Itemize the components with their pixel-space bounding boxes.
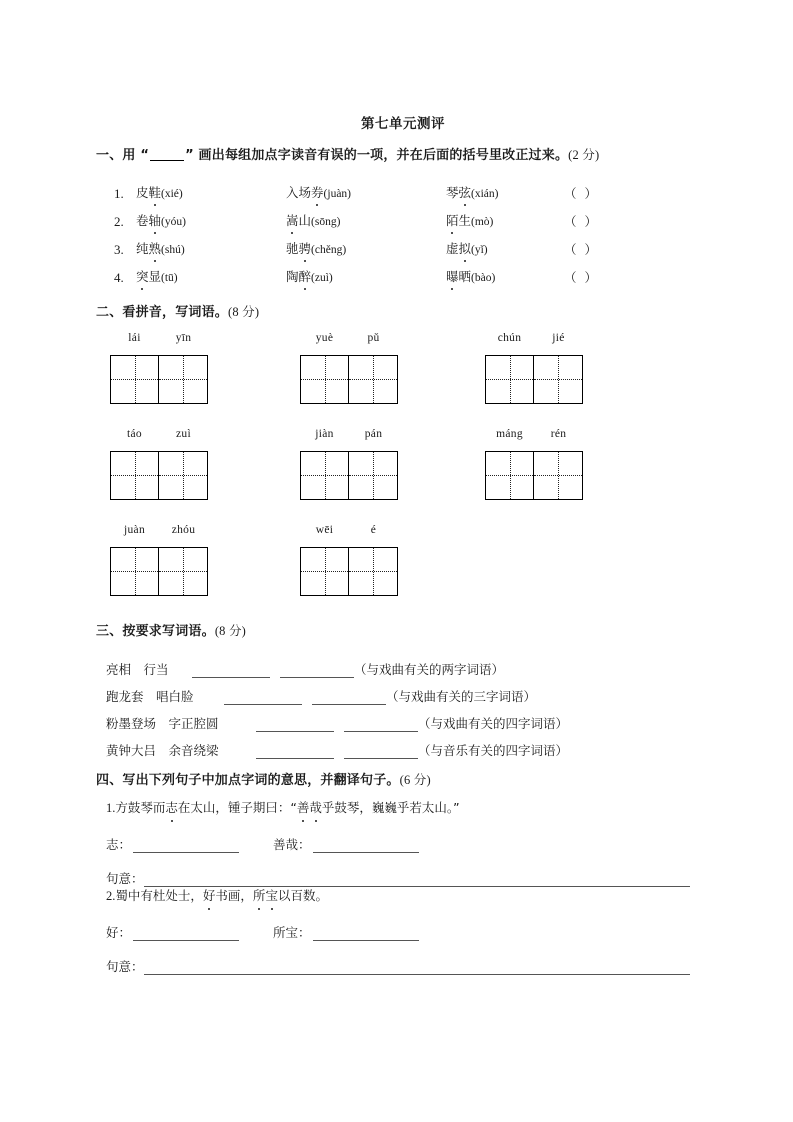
option-pinyin: (bào) [471,272,496,285]
definition-blanks-row [96,915,710,941]
section-4-heading [96,771,710,791]
character-cell[interactable] [300,355,349,404]
item-number: 1. [106,801,116,816]
emphasis-dot-char: 骋 [298,241,312,257]
definition-label: 所宝： [273,924,311,940]
char: 陶 [286,269,299,285]
pinyin-option[interactable] [286,240,446,259]
translation-row [96,859,710,887]
example-words: 黄钟大吕 余音绕梁 [106,742,219,758]
pinyin-syllable: pǔ [367,331,380,344]
translation-row [96,947,710,975]
section-2-points: (8 分) [228,304,260,319]
category-note: （与戏曲有关的四字词语） [418,715,569,731]
option-word [286,213,311,228]
character-cell[interactable] [534,451,583,500]
grid-pinyin-label [300,428,398,446]
character-grid[interactable] [110,547,208,596]
grid-row [96,428,710,524]
character-grid[interactable] [485,451,583,500]
answer-blanks [256,718,418,732]
pinyin-syllable: jiàn [315,427,334,440]
char: 琴 [446,185,459,201]
emphasis-dot-char: 鞋 [148,185,162,201]
grid-pinyin-label [300,332,398,350]
pinyin-option[interactable] [286,268,446,287]
answer-blank[interactable] [344,718,418,732]
definition-label: 志： [106,837,132,853]
character-cell[interactable] [300,547,349,596]
category-note: （与戏曲有关的三字词语） [386,688,537,704]
answer-blank[interactable] [344,745,418,759]
option-pinyin: (yóu) [161,216,186,229]
answer-parentheses[interactable]: （ ） [564,241,599,257]
pinyin-option[interactable] [286,212,446,231]
character-cell[interactable] [110,355,159,404]
heading-underline-blank [150,160,184,161]
emphasis-dot-char: 好 [203,887,216,906]
pinyin-option[interactable] [446,240,564,259]
section-1-heading-prefix: 一、用 “ [96,148,150,163]
item-number: 1. [114,186,124,202]
emphasis-dot-char: 陌 [446,213,459,229]
grid-pinyin-label [485,332,583,350]
char: 驰 [286,241,299,257]
character-grid[interactable] [110,451,208,500]
category-note: （与戏曲有关的两字词语） [354,661,505,677]
option-word [286,185,324,200]
char: 纯 [136,241,149,257]
char: 卷 [136,213,149,229]
option-word [286,269,311,284]
character-cell[interactable] [159,451,208,500]
translation-label: 句意： [106,871,144,887]
emphasis-dot-char: 嵩 [286,213,299,229]
section-2-grid-area [96,332,710,620]
pinyin-syllable: zhóu [171,523,196,536]
section-2-heading-text: 二、看拼音，写词语。 [96,304,229,320]
pinyin-syllable: máng [496,427,523,440]
option-word [446,241,471,256]
option-word [136,185,161,200]
character-cell[interactable] [300,451,349,500]
pinyin-option[interactable] [136,268,286,287]
emphasis-dot-char: 拟 [458,241,472,257]
pinyin-syllable: zuì [176,427,191,440]
translation-blank[interactable] [144,961,690,975]
answer-blank[interactable] [256,718,334,732]
translation-blank[interactable] [144,873,690,887]
answer-blank[interactable] [312,691,386,705]
character-cell[interactable] [110,451,159,500]
section-1-items [96,175,710,287]
page-title: 第七单元测评 [361,116,445,132]
section-3-points: (8 分) [214,623,247,638]
grid-pinyin-label [110,524,208,542]
pinyin-syllable: yuè [315,331,334,344]
section-4-heading-text: 四、写出下列句子中加点字词的意思，并翻译句子。 [96,772,400,788]
classical-sentence [96,799,710,818]
option-word [136,241,161,256]
emphasis-dot-char: 突 [136,269,149,285]
pinyin-check-row [96,231,710,259]
pinyin-syllable: yīn [175,331,192,344]
section-3-items [96,651,710,759]
character-cell[interactable] [534,355,583,404]
sentence-text: 书画， [215,888,253,904]
sentence-text: 在太山，锺子期曰：“ [177,800,297,816]
pinyin-option[interactable] [286,184,446,203]
answer-parentheses[interactable]: （ ） [564,185,599,201]
emphasis-dot-char: 宝 [265,887,278,906]
pinyin-grid-group [110,428,208,500]
emphasis-dot-char: 熟 [148,241,162,257]
pinyin-syllable: jié [552,331,565,344]
character-cell[interactable] [485,451,534,500]
pinyin-grid-group [110,524,208,596]
pinyin-grid-group [300,524,398,596]
char: 生 [458,213,472,229]
emphasis-dot-char: 曝 [446,269,459,285]
sentence-text: 方鼓琴而 [115,800,166,816]
pinyin-option[interactable] [446,212,564,231]
answer-blank[interactable] [224,691,302,705]
pinyin-syllable: lái [128,331,141,344]
grid-row [96,524,710,620]
option-pinyin: (xián) [471,188,499,201]
answer-blank[interactable] [280,664,354,678]
pinyin-syllable: pán [364,427,383,440]
pinyin-check-row [96,259,710,287]
category-note: （与音乐有关的四字词语） [418,742,569,758]
definition-label: 好： [106,924,132,940]
pinyin-option[interactable] [446,268,564,287]
section-3-heading [96,622,710,642]
pinyin-syllable: wēi [315,523,334,536]
character-cell[interactable] [349,355,398,404]
option-word [446,213,471,228]
pinyin-option[interactable] [136,212,286,231]
emphasis-dot-char: 弦 [458,185,472,201]
definition-blank[interactable] [133,927,239,941]
answer-parentheses[interactable]: （ ） [564,269,599,285]
pinyin-check-row [96,203,710,231]
answer-parentheses[interactable]: （ ） [564,213,599,229]
pinyin-grid-group [485,428,583,500]
emphasized-phrase [203,888,216,903]
option-pinyin: (zuì) [311,272,333,285]
option-pinyin: (yǐ) [471,244,488,257]
worksheet-content [96,112,710,975]
pinyin-syllable: táo [127,427,142,440]
char: 虚 [446,241,459,257]
option-pinyin: (shú) [161,244,185,257]
character-grid[interactable] [300,451,398,500]
section-4-points: (6 分) [399,772,431,787]
pinyin-grid-group [110,332,208,404]
grid-pinyin-label [110,332,208,350]
pinyin-grid-group [300,428,398,500]
definition-label: 善哉： [273,837,311,853]
pinyin-grid-group [300,332,398,404]
classical-sentence [96,887,710,906]
word-category-row [96,651,710,678]
item-number: 3. [114,242,124,258]
section-1-heading [96,146,710,166]
char: 场 [298,185,312,201]
section-1-points: (2 分) [568,148,600,162]
pinyin-syllable: chún [497,331,522,344]
emphasis-dot-char: 轴 [148,213,162,229]
emphasized-phrase [165,800,178,815]
option-pinyin: (xié) [161,188,183,201]
sentence-text: 乎鼓琴，巍巍乎若太山。” [321,800,460,816]
sentence-text: 蜀中有杜处士， [115,888,203,904]
char: 显 [148,269,162,285]
char: 皮 [136,185,149,201]
emphasis-dot-char: 醉 [298,269,312,285]
translation-label: 句意： [106,958,144,974]
pinyin-grid-group [485,332,583,404]
character-cell[interactable] [110,547,159,596]
answer-blanks [224,691,386,705]
option-word [286,241,311,256]
character-grid[interactable] [300,547,398,596]
answer-blank[interactable] [192,664,270,678]
pinyin-option[interactable] [446,184,564,203]
word-category-row [96,732,710,759]
option-pinyin: (juàn) [323,188,352,201]
example-words: 亮相 行当 [106,661,169,677]
emphasis-dot-char: 善 [297,799,310,818]
emphasis-dot-char: 志 [165,799,178,818]
character-grid[interactable] [485,355,583,404]
option-word [446,185,471,200]
char: 入 [286,185,299,201]
character-cell[interactable] [159,355,208,404]
pinyin-syllable: rén [550,427,567,440]
character-cell[interactable] [159,547,208,596]
grid-pinyin-label [485,428,583,446]
answer-blank[interactable] [256,745,334,759]
word-category-row [96,705,710,732]
pinyin-option[interactable] [136,184,286,203]
answer-blanks [256,745,418,759]
pinyin-option[interactable] [136,240,286,259]
emphasis-dot-char: 哉 [309,799,322,818]
definition-blank[interactable] [313,927,419,941]
char: 晒 [458,269,472,285]
pinyin-check-row [96,175,710,203]
character-cell[interactable] [349,547,398,596]
section-3-heading-text: 三、按要求写词语。 [96,623,215,639]
option-word [136,213,161,228]
option-pinyin: (mò) [471,216,494,229]
example-words: 跑龙套 唱白脸 [106,688,194,704]
pinyin-syllable: juàn [124,523,145,536]
section-2-heading [96,303,710,323]
option-pinyin: (chěng) [311,244,347,257]
option-pinyin: (tū) [161,272,178,285]
emphasized-phrase [253,888,278,903]
character-grid[interactable] [110,355,208,404]
example-words: 粉墨登场 字正腔圆 [106,715,219,731]
definition-blank[interactable] [133,839,239,853]
section-1-heading-suffix: ” 画出每组加点字读音有误的一项，并在后面的括号里改正过来。 [185,148,569,163]
grid-row [96,332,710,428]
grid-pinyin-label [110,428,208,446]
word-category-row [96,678,710,705]
character-cell[interactable] [349,451,398,500]
character-cell[interactable] [485,355,534,404]
option-word [136,269,161,284]
emphasized-phrase [297,800,322,815]
item-number: 2. [114,214,124,230]
char: 山 [298,213,312,229]
definition-blanks-row [96,827,710,853]
grid-pinyin-label [300,524,398,542]
option-pinyin: (sōng) [311,216,341,229]
option-word [446,269,471,284]
emphasis-dot-char: 券 [311,185,324,201]
item-number: 2. [106,889,116,904]
answer-blanks [192,664,354,678]
sentence-text: 以百数。 [277,888,328,904]
emphasis-dot-char: 所 [253,887,266,906]
item-number: 4. [114,270,124,286]
definition-blank[interactable] [313,839,419,853]
section-4-items [96,799,710,975]
character-grid[interactable] [300,355,398,404]
pinyin-syllable: é [370,523,377,536]
